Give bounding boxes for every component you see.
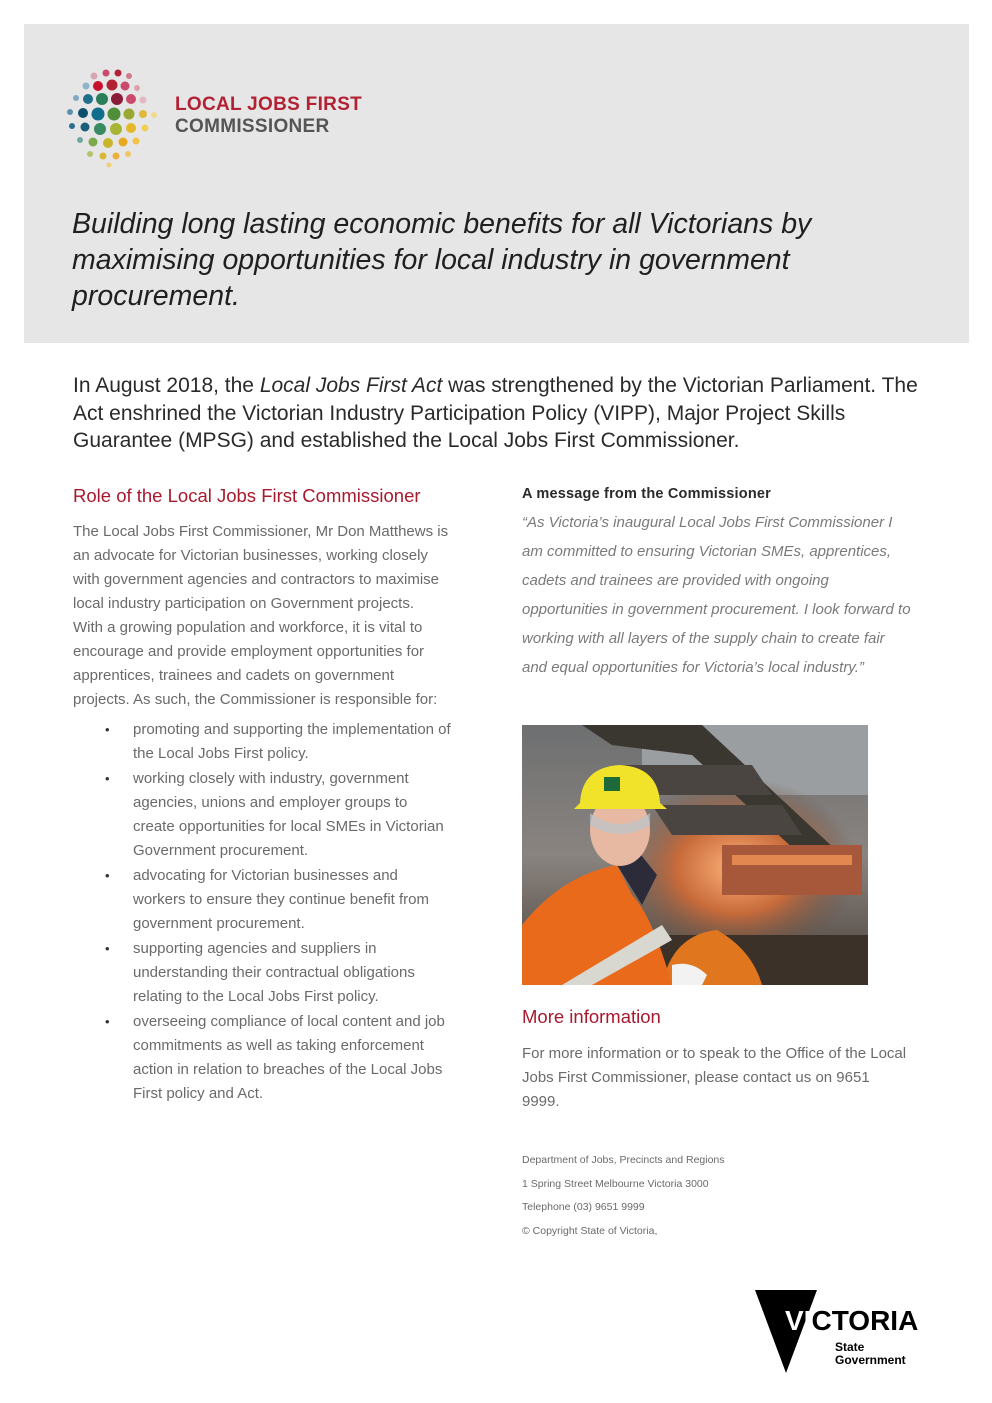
list-item-text: working closely with industry, government agencies, unions and employer groups to create opportunities for local SMEs in Victorian Government procurement.	[133, 770, 444, 859]
message-section	[522, 484, 912, 682]
footer-copyright: © Copyright State of Victoria,	[522, 1224, 658, 1237]
logo-wordmark	[175, 95, 362, 136]
list-item	[73, 767, 453, 863]
list-item-text: advocating for Victorian businesses and workers to ensure they continue benefit from government procurement.	[133, 867, 429, 932]
list-item	[73, 1010, 453, 1106]
role-heading: Role of the Local Jobs First Commissioner	[73, 485, 421, 506]
victoria-line2: Government	[835, 1353, 906, 1367]
list-item-text: supporting agencies and suppliers in understanding their contractual obligations relating to the Local Jobs First policy.	[133, 940, 415, 1005]
victoria-state-government-logo	[755, 1288, 935, 1373]
bullet-icon: •	[105, 941, 110, 956]
list-item-text: promoting and supporting the implementation of the Local Jobs First policy.	[133, 721, 451, 762]
commissioner-quote: “As Victoria’s inaugural Local Jobs First Commissioner I am committed to ensuring Victorian SMEs, apprentices, cadets and trainees are provided with ongoing opportunities in government procurement. I look forward to working with all layers of the supply chain to create fair and equal opportunities for Victoria’s local industry.”	[522, 514, 911, 676]
logo-dots-icon	[62, 68, 162, 168]
bullet-icon: •	[105, 868, 110, 883]
logo-line2: COMMISSIONER	[175, 116, 330, 137]
responsibilities-list	[73, 718, 453, 1106]
list-item-text: overseeing compliance of local content and job commitments as well as taking enforcement action in relation to breaches of the Local Jobs First policy and Act.	[133, 1013, 445, 1102]
more-info-text: For more information or to speak to the Office of the Local Jobs First Commissioner, please contact us on 9651 9999.	[522, 1045, 907, 1110]
bullet-icon: •	[105, 771, 110, 786]
role-paragraph-1: The Local Jobs First Commissioner, Mr Don Matthews is an advocate for Victorian businesses, working closely with government agencies and contractors to maximise local industry participation on Government projects.	[73, 523, 449, 612]
message-heading: A message from the Commissioner	[522, 486, 772, 502]
bullet-icon: •	[105, 722, 110, 737]
more-info-heading: More information	[522, 1006, 661, 1027]
intro-paragraph	[73, 372, 923, 455]
bullet-icon: •	[105, 1014, 110, 1029]
footer-address: 1 Spring Street Melbourne Victoria 3000	[522, 1177, 709, 1190]
footer-telephone: Telephone (03) 9651 9999	[522, 1201, 645, 1213]
victoria-line1: State	[835, 1340, 865, 1354]
list-item	[73, 718, 453, 766]
list-item	[73, 937, 453, 1009]
intro-part1: In August 2018, the	[73, 374, 260, 397]
tagline: Building long lasting economic benefits for all Victorians by maximising opportunities for local industry in government procurement.	[72, 208, 812, 312]
list-item	[73, 864, 453, 936]
commissioner-photo	[522, 725, 868, 985]
intro-act-name: Local Jobs First Act	[259, 374, 443, 397]
footer-contact	[522, 1150, 725, 1244]
footer-department: Department of Jobs, Precincts and Regions	[522, 1154, 725, 1166]
role-paragraph-2: With a growing population and workforce, it is vital to encourage and provide employment opportunities for apprentices, trainees and cadets on government projects. As such, the Commissioner is responsible for:	[73, 619, 438, 708]
intro-part2: was strengthened by the Victorian Parliament. The Act enshrined the Victorian Industry Participation Policy (VIPP), Major Project Skills Guarantee (MPSG) and established the Local Jobs First Commissioner.	[73, 374, 918, 452]
role-section	[73, 484, 453, 1107]
logo-line1: LOCAL JOBS FIRST	[175, 94, 363, 115]
victoria-wordmark: VICTORIA	[785, 1305, 919, 1336]
